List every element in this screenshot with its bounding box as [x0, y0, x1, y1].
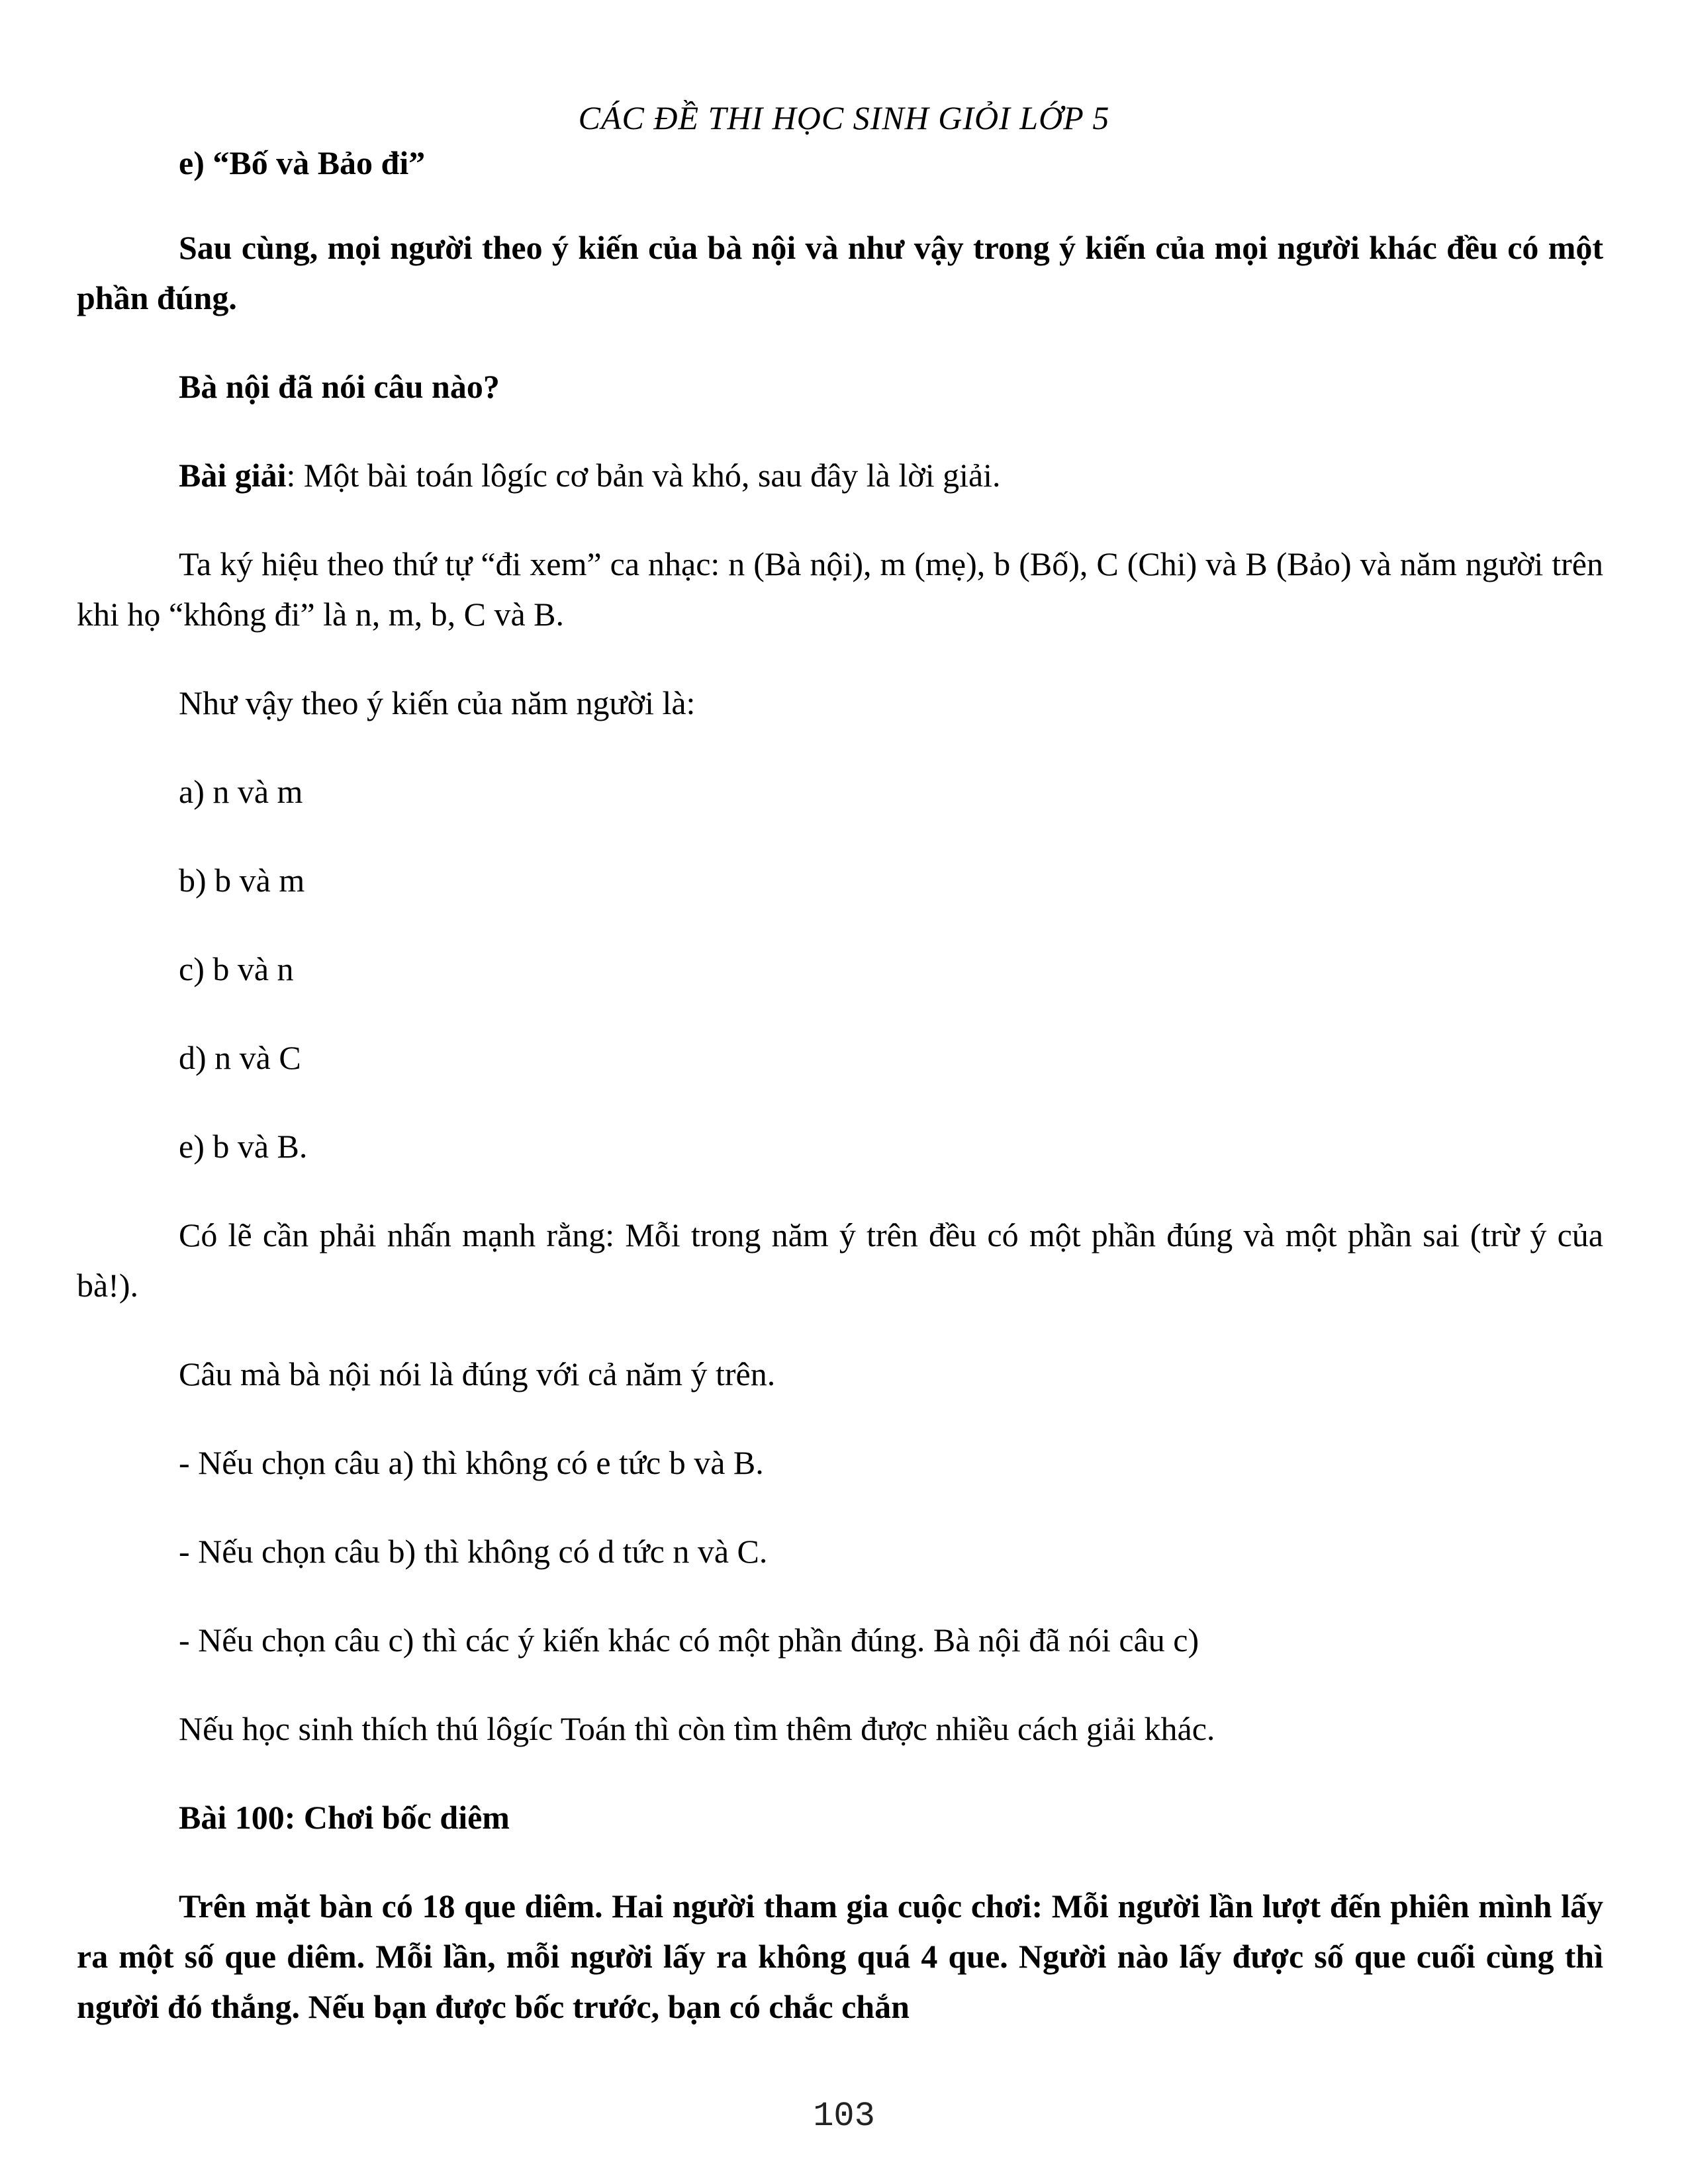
option-e-heading: e) “Bố và Bảo đi” [179, 144, 426, 181]
page-number: 103 [813, 2097, 875, 2136]
page-content [77, 138, 1603, 2032]
opinions-intro: Như vậy theo ý kiến của năm người là: [179, 684, 696, 721]
page-header-title: CÁC ĐỀ THI HỌC SINH GIỎI LỚP 5 [578, 99, 1110, 136]
question: Bà nội đã nói câu nào? [179, 368, 500, 405]
notation-paragraph: Ta ký hiệu theo thứ tự “đi xem” ca nhạc: n (Bà nội), m (mẹ), b (Bố), C (Chi) và B (Bảo) và năm người trên khi họ “không đi” là n, m, b, C và B. [77, 545, 1603, 633]
opinion-item: b) b và m [179, 862, 305, 899]
solution-label: Bài giải [179, 457, 287, 494]
problem-100-text: Trên mặt bàn có 18 que diêm. Hai người tham gia cuộc chơi: Mỗi người lần lượt đến phiên mình lấy ra một số que diêm. Mỗi lần, mỗi người lấy ra không quá 4 que. Người nào lấy được số que cuối cùng thì người đó thắng. Nếu bạn được bốc trước, bạn có chắc chắn [77, 1888, 1603, 2025]
opinion-item: c) b và n [179, 950, 294, 987]
grandma-statement: Câu mà bà nội nói là đúng với cả năm ý trên. [179, 1355, 776, 1392]
solution-paragraph [77, 450, 1603, 500]
closing-paragraph: Nếu học sinh thích thú lôgíc Toán thì còn tìm thêm được nhiều cách giải khác. [179, 1710, 1215, 1747]
solution-intro: : Một bài toán lôgíc cơ bản và khó, sau đây là lời giải. [286, 457, 1001, 494]
opinion-item: d) n và C [179, 1039, 301, 1076]
problem-100-title: Bài 100: Chơi bốc diêm [179, 1799, 510, 1836]
opinion-item: e) b và B. [179, 1128, 308, 1165]
case-item: - Nếu chọn câu b) thì không có d tức n và C. [179, 1533, 768, 1570]
case-item: - Nếu chọn câu a) thì không có e tức b và B. [179, 1444, 764, 1481]
question-intro: Sau cùng, mọi người theo ý kiến của bà nội và như vậy trong ý kiến của mọi người khác đều có một phần đúng. [77, 229, 1603, 316]
case-item: - Nếu chọn câu c) thì các ý kiến khác có một phần đúng. Bà nội đã nói câu c) [179, 1621, 1199, 1659]
opinion-item: a) n và m [179, 773, 303, 810]
emphasis-paragraph: Có lẽ cần phải nhấn mạnh rằng: Mỗi trong năm ý trên đều có một phần đúng và một phần sai (trừ ý của bà!). [77, 1216, 1603, 1304]
